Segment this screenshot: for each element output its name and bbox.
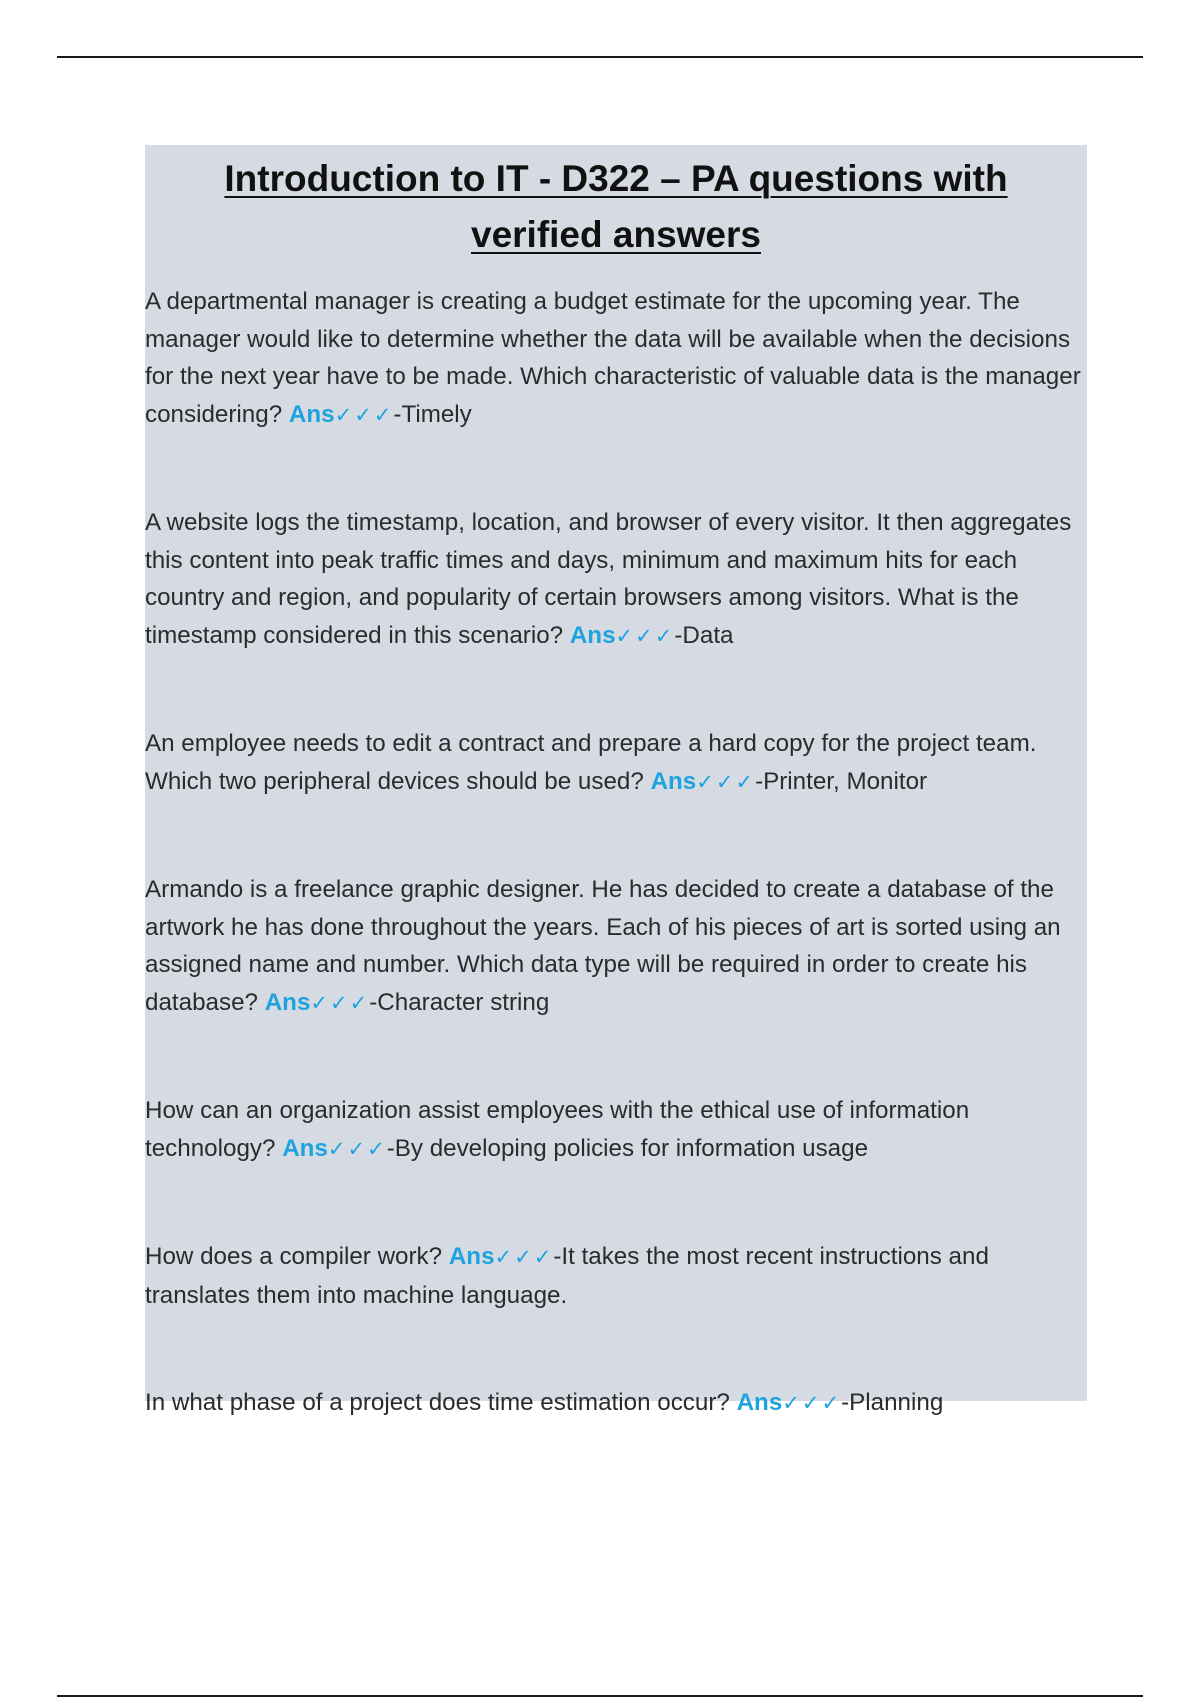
qa-item xyxy=(145,1384,1087,1423)
answer-text: -Printer, Monitor xyxy=(755,767,928,795)
answer-marker: Ans xyxy=(288,400,335,428)
answer-text: -Planning xyxy=(841,1389,944,1416)
answer-marker: Ans xyxy=(736,1389,783,1416)
question-text: How can an organization assist employees with the ethical use of information technology? xyxy=(145,1097,970,1162)
qa-item xyxy=(145,504,1087,655)
check-marks-icon: ✓✓✓ xyxy=(782,1392,842,1415)
answer-marker: Ans xyxy=(569,621,616,649)
answer-text: -Data xyxy=(674,621,734,649)
document-title xyxy=(145,145,1087,263)
question-text: How does a compiler work? xyxy=(145,1243,443,1270)
answer-marker: Ans xyxy=(264,988,311,1016)
check-marks-icon: ✓✓✓ xyxy=(615,624,675,648)
qa-item xyxy=(145,871,1087,1022)
answer-marker: Ans xyxy=(448,1243,495,1270)
question-text: A website logs the timestamp, location, and browser of every visitor. It then aggregates this content into peak traffic times and days, minimum and maximum hits for each country and region, and popularity of certain browsers among visitors. What is the timestamp considered in this scenario? xyxy=(145,509,1072,649)
qa-list xyxy=(145,283,1087,1423)
document-page xyxy=(145,145,1087,1416)
title-line-2: verified answers xyxy=(471,214,761,255)
qa-item xyxy=(145,725,1087,801)
question-text: Armando is a freelance graphic designer. He has decided to create a database of the artwork he has done throughout the years. Each of his pieces of art is sorted using an assigned name and number. Which data type will be required in order to create his database? xyxy=(145,876,1061,1016)
answer-text: -By developing policies for information usage xyxy=(386,1134,869,1162)
answer-marker: Ans xyxy=(282,1134,328,1162)
qa-item xyxy=(145,283,1087,434)
qa-item xyxy=(145,1238,1087,1314)
check-marks-icon: ✓✓✓ xyxy=(310,991,370,1015)
answer-marker: Ans xyxy=(650,767,697,795)
answer-text: -Timely xyxy=(393,400,472,428)
qa-item xyxy=(145,1092,1087,1168)
footer-rule xyxy=(57,1695,1143,1697)
title-line-1: Introduction to IT - D322 – PA questions with xyxy=(224,158,1008,199)
answer-text: -It takes the most recent instructions and translates them into machine language. xyxy=(145,1243,989,1309)
check-marks-icon: ✓✓✓ xyxy=(334,403,394,427)
check-marks-icon: ✓✓✓ xyxy=(696,770,756,794)
question-text: In what phase of a project does time estimation occur? xyxy=(145,1389,730,1416)
question-text: A departmental manager is creating a budget estimate for the upcoming year. The manager would like to determine whether the data will be available when the decisions for the next year have to be made. Which characteristic of valuable data is the manager considering? xyxy=(145,288,1081,428)
check-marks-icon: ✓✓✓ xyxy=(327,1137,387,1161)
answer-text: -Character string xyxy=(369,988,550,1016)
question-text: An employee needs to edit a contract and prepare a hard copy for the project team. Which two peripheral devices should be used? xyxy=(145,730,1037,795)
header-rule xyxy=(57,56,1143,58)
check-marks-icon: ✓✓✓ xyxy=(494,1246,554,1269)
